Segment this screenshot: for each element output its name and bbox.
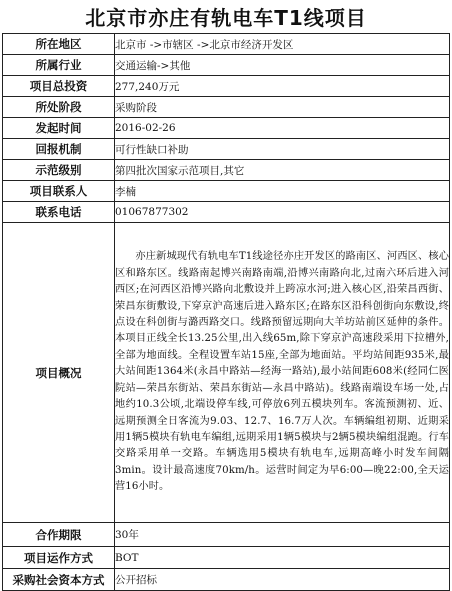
label-total-investment: 项目总投资 (3, 76, 115, 97)
label-cooperation-period: 合作期限 (3, 523, 115, 547)
label-overview: 项目概况 (3, 223, 115, 523)
label-industry: 所属行业 (3, 55, 115, 76)
value-start-date: 2016-02-26 (115, 118, 450, 139)
value-demo-level: 第四批次国家示范项目,其它 (115, 160, 450, 181)
table-row (3, 547, 450, 569)
value-operation-mode: BOT (115, 547, 450, 569)
project-info-table (2, 33, 450, 591)
value-total-investment: 277,240万元 (115, 76, 450, 97)
label-phone: 联系电话 (3, 202, 115, 223)
value-contact-person: 李楠 (115, 181, 450, 202)
table-row (3, 97, 450, 118)
value-industry: 交通运输->其他 (115, 55, 450, 76)
label-stage: 所处阶段 (3, 97, 115, 118)
value-procurement-method: 公开招标 (115, 569, 450, 591)
table-row (3, 181, 450, 202)
table-row (3, 202, 450, 223)
value-region: 北京市 ->市辖区 ->北京市经济开发区 (115, 34, 450, 55)
table-row (3, 55, 450, 76)
table-row (3, 569, 450, 591)
table-row (3, 34, 450, 55)
label-region: 所在地区 (3, 34, 115, 55)
label-start-date: 发起时间 (3, 118, 115, 139)
value-return-mechanism: 可行性缺口补助 (115, 139, 450, 160)
page-title: 北京市亦庄有轨电车T1线项目 (85, 6, 367, 30)
label-procurement-method: 采购社会资本方式 (3, 569, 115, 591)
value-overview: 亦庄新城现代有轨电车T1线途径亦庄开发区的路南区、河西区、核心区和路东区。线路南起博兴南路南端,沿博兴南路向北,过南六环后进入河西区;在河西区沿博兴路向北敷设并上跨凉水河;进入核心区,沿荣昌西街、荣昌东街敷设,下穿京沪高速后进入路东区;在路东区沿科创街向东敷设,终点设在科创街与潞西路交口。线路预留远期向大羊坊站前区延伸的条件。本项目正线全长13.25公里,出入线65m,除下穿京沪高速段采用下拉槽外,全部为地面线。全程设置车站15座,全部为地面站。平均站间距935米,最大站间距1364米(永昌中路站—经海一路站),最小站间距608米(经同仁医院站—荣昌东街站、荣昌东街站—永昌中路站)。线路南端设车场一处,占地约10.3公顷,北端设停车线,可停放6列五模块列车。客流预测初、近、远期预测全日客流为9.03、12.7、16.7万人次。车辆编组初期、近期采用1辆5模块有轨电车编组,远期采用1辆5模块与2辆5模块编组混跑。行车交路采用单一交路。车辆选用5模块有轨电车,远期高峰小时发车间隔3min。设计最高速度70km/h。运营时间定为早6:00—晚22:00,全天运营16小时。 (115, 223, 450, 523)
table-row (3, 160, 450, 181)
label-return-mechanism: 回报机制 (3, 139, 115, 160)
table-row (3, 76, 450, 97)
table-row (3, 223, 450, 523)
value-cooperation-period: 30年 (115, 523, 450, 547)
table-row (3, 523, 450, 547)
label-demo-level: 示范级别 (3, 160, 115, 181)
table-row (3, 118, 450, 139)
label-operation-mode: 项目运作方式 (3, 547, 115, 569)
value-phone: 01067877302 (115, 202, 450, 223)
table-row (3, 139, 450, 160)
label-contact-person: 项目联系人 (3, 181, 115, 202)
value-stage: 采购阶段 (115, 97, 450, 118)
